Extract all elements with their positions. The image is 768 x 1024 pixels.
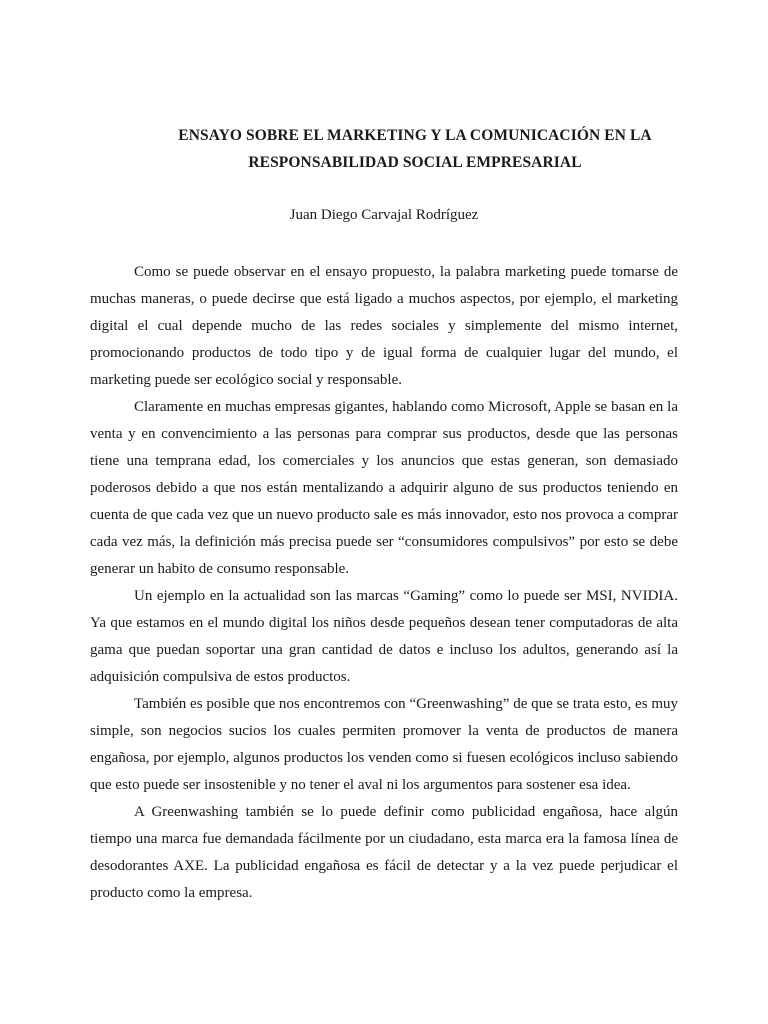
paragraph-2: Claramente en muchas empresas gigantes, hablando como Microsoft, Apple se basan en la venta y en convencimiento a las personas para comprar sus productos, desde que las personas tiene una temprana edad, los comerciales y los anuncios que estas generan, son demasiado poderosos debido a que nos están mentalizando a adquirir alguno de sus productos teniendo en cuenta de que cada vez que un nuevo producto sale es más innovador, esto nos provoca a comprar cada vez más, la definición más precisa puede ser “consumidores compulsivos” por esto se debe generar un habito de consumo responsable. xyxy=(90,399,678,577)
author-name: Juan Diego Carvajal Rodríguez xyxy=(289,207,479,223)
paragraph-5: A Greenwashing también se lo puede definir como publicidad engañosa, hace algún tiempo una marca fue demandada fácilmente por un ciudadano, esta marca era la famosa línea de desodorantes AXE. La publicidad engañosa es fácil de detectar y a la vez puede perjudicar el producto como la empresa. xyxy=(90,804,678,901)
document-body xyxy=(90,259,678,907)
paragraph-4: También es posible que nos encontremos con “Greenwashing” de que se trata esto, es muy simple, son negocios sucios los cuales permiten promover la venta de productos de manera engañosa, por ejemplo, algunos productos los venden como si fuesen ecológicos incluso sabiendo que esto puede ser insostenible y no tener el aval ni los argumentos para sostener esa idea. xyxy=(90,696,678,793)
paragraph-1: Como se puede observar en el ensayo propuesto, la palabra marketing puede tomarse de muchas maneras, o puede decirse que está ligado a muchos aspectos, por ejemplo, el marketing digital el cual depende mucho de las redes sociales y simplemente del mismo internet, promocionando productos de todo tipo y de igual forma de cualquier lugar del mundo, el marketing puede ser ecológico social y responsable. xyxy=(90,264,678,388)
paragraph-3: Un ejemplo en la actualidad son las marcas “Gaming” como lo puede ser MSI, NVIDIA. Ya que estamos en el mundo digital los niños desde pequeños desean tener computadoras de alta gama que puedan soportar una gran cantidad de datos e incluso los adultos, generando así la adquisición compulsiva de estos productos. xyxy=(90,588,678,685)
title-line-1: ENSAYO SOBRE EL MARKETING Y LA COMUNICACIÓN EN LA xyxy=(178,127,652,144)
document-title xyxy=(90,122,740,176)
title-line-2: RESPONSABILIDAD SOCIAL EMPRESARIAL xyxy=(248,154,582,171)
